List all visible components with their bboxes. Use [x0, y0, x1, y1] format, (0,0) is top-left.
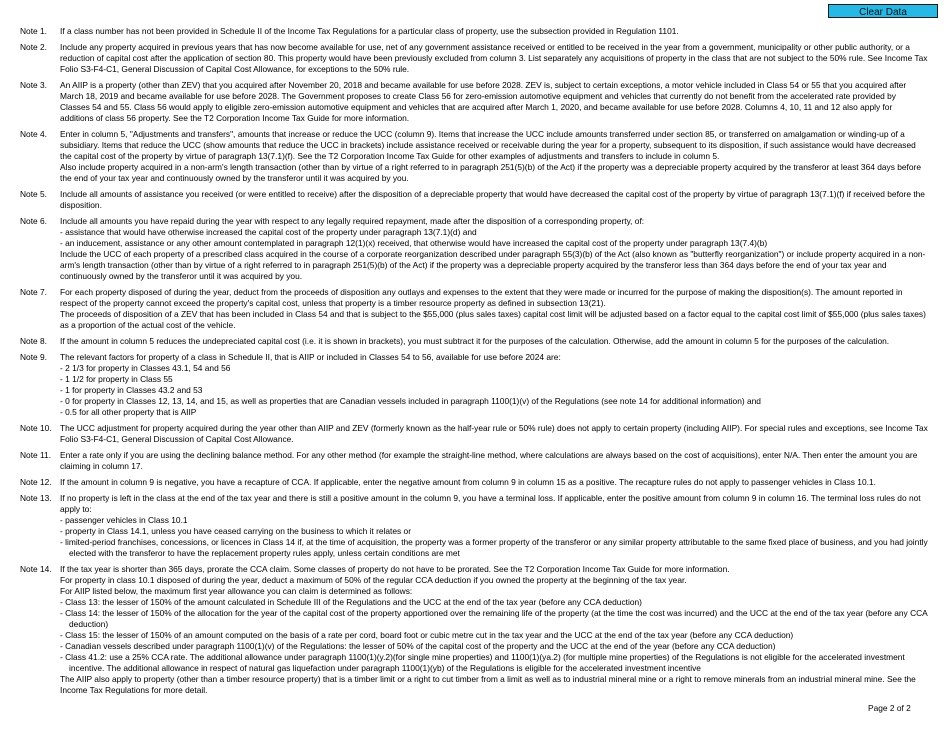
- note-text: Enter a rate only if you are using the declining balance method. For any other method (for example the straight-line method, where calculations are always based on the cost of acquisitions), enter N/A. Then enter the amount you are claiming in column 17.: [60, 450, 918, 471]
- note-item: [20, 26, 928, 37]
- note-bullet: - assistance that would have otherwise increased the capital cost of the property under paragraph 13(7.1)(d) and: [60, 227, 477, 237]
- note-body: [60, 189, 928, 211]
- note-text: Enter in column 5, "Adjustments and transfers", amounts that increase or reduce the UCC (column 9). Items that increase the UCC include amounts transferred under section 85, or transferred on amalgamation or winding-up of a subsidiary. Items that reduce the UCC (show amounts that reduce the UCC in brackets) include assistance received or receivable during the year for a property, subsequent to its disposition, if such assistance would have decreased the capital cost of the property by virtue of paragraph 13(7.1)(f). See the T2 Corporation Income Tax Guide for other examples of adjustments and transfers to include in column 5.: [60, 129, 916, 161]
- note-bullet: - limited-period franchises, concessions, or licences in Class 14 if, at the time of acquisition, the property was a former property of the transferor or any similar property attributable to the same fixed place of business, and you had jointly elected with the transferor to have the replacement property rules apply, unless certain conditions are met: [60, 537, 928, 558]
- note-number: Note 5.: [20, 189, 48, 199]
- note-item: [20, 129, 928, 184]
- note-number: Note 14.: [20, 564, 52, 574]
- note-bullet: - passenger vehicles in Class 10.1: [60, 515, 188, 525]
- note-text: For AIIP listed below, the maximum first year allowance you can claim is determined as follows:: [60, 586, 413, 596]
- note-bullet: - Class 15: the lesser of 150% of an amount computed on the basis of a rate per cord, board foot or cubic metre cut in the tax year and the UCC at the end of the tax year (before any CCA deduction): [60, 630, 794, 640]
- note-text: If no property is left in the class at the end of the tax year and there is still a positive amount in the column 9, you have a terminal loss. If applicable, enter the positive amount from column 9 in column 16. The terminal loss rules do not apply to:: [60, 493, 921, 514]
- note-item: [20, 216, 928, 282]
- note-text: Include all amounts of assistance you received (or were entitled to receive) after the disposition of a depreciable property that would have decreased the capital cost of the property by virtue of paragraph 13(7.1)(f) if received before the disposition.: [60, 189, 925, 210]
- note-item: [20, 189, 928, 211]
- note-body: [60, 42, 928, 75]
- note-item: [20, 477, 928, 488]
- note-text: The relevant factors for property of a class in Schedule II, that is AIIP or included in Classes 54 to 56, available for use before 2024 are:: [60, 352, 561, 362]
- note-text: Also include property acquired in a non-arm's length transaction (other than by virtue of a right referred to in paragraph 251(5)(b) of the Act) if the property was a depreciable property acquired by the transferor at least 364 days before the end of your tax year and continuously owned by the transferor until it was acquired by you.: [60, 162, 921, 183]
- note-number: Note 9.: [20, 352, 48, 362]
- note-bullet: - 2 1/3 for property in Classes 43.1, 54 and 56: [60, 363, 231, 373]
- note-body: [60, 26, 928, 37]
- note-bullet: - 0.5 for all other property that is AIIP: [60, 407, 197, 417]
- note-item: [20, 80, 928, 124]
- note-body: [60, 564, 928, 696]
- note-item: [20, 423, 928, 445]
- note-body: [60, 493, 928, 559]
- note-text: For property in class 10.1 disposed of during the year, deduct a maximum of 50% of the regular CCA deduction if you owned the property at the beginning of the tax year.: [60, 575, 687, 585]
- note-number: Note 7.: [20, 287, 48, 297]
- note-body: [60, 450, 928, 472]
- note-number: Note 13.: [20, 493, 52, 503]
- note-text: Include any property acquired in previous years that has now become available for use, net of any government assistance received or entitled to be received in the year from a government, municipality or other public authority, or a reduction of capital cost after the application of section 80. This property would have been previously excluded from column 3. List separately any acquisitions of property in the class that are not subject to the 50% rule. See Income Tax Folio S3-F4-C1, General Discussion of Capital Cost Allowance, for exceptions to the 50% rule.: [60, 42, 928, 74]
- note-text: The proceeds of disposition of a ZEV that has been included in Class 54 and that is subject to the $55,000 (plus sales taxes) capital cost limit will be adjusted based on a factor equal to the capital cost limit of $55,000 (plus sales taxes) as a proportion of the actual cost of the vehicle.: [60, 309, 926, 330]
- note-number: Note 12.: [20, 477, 52, 487]
- note-bullet: - an inducement, assistance or any other amount contemplated in paragraph 12(1)(x) received, that otherwise would have increased the capital cost of the property under paragraph 13(7.4)(b): [60, 238, 768, 248]
- note-body: [60, 129, 928, 184]
- note-body: [60, 477, 928, 488]
- notes-list: [20, 26, 928, 701]
- note-bullet: - property in Class 14.1, unless you have ceased carrying on the business to which it relates or: [60, 526, 412, 536]
- note-text: If a class number has not been provided in Schedule II of the Income Tax Regulations for a particular class of property, use the subsection provided in Regulation 1101.: [60, 26, 679, 36]
- note-item: [20, 450, 928, 472]
- note-text: For each property disposed of during the year, deduct from the proceeds of disposition any outlays and expenses to the extent that they were made or incurred for the purpose of making the disposition(s). The amount reported in respect of the property cannot exceed the property's capital cost, unless that property is a timber resource property as defined in subsection 13(21).: [60, 287, 903, 308]
- note-number: Note 4.: [20, 129, 48, 139]
- note-body: [60, 216, 928, 282]
- note-text: The AIIP also apply to property (other than a timber resource property) that is a timber limit or a right to cut timber from a limit as well as to industrial mineral mine or a right to remove minerals from an industrial mineral mine. See the Income Tax Regulations for more detail.: [60, 674, 916, 695]
- note-bullet: - Canadian vessels described under paragraph 1100(1)(v) of the Regulations: the lesser of 50% of the capital cost of the property and the UCC at the end of the year (before any CCA deduction): [60, 641, 776, 651]
- page-number: Page 2 of 2: [868, 703, 911, 713]
- note-body: [60, 423, 928, 445]
- note-item: [20, 564, 928, 696]
- note-text: Include all amounts you have repaid during the year with respect to any legally required repayment, made after the disposition of a corresponding property, of:: [60, 216, 645, 226]
- note-bullet: - 1 1/2 for property in Class 55: [60, 374, 173, 384]
- note-bullet: - Class 41.2: use a 25% CCA rate. The additional allowance under paragraph 1100(1)(y.2)(for single mine properties) and 1100(1)(ya.2) (for multiple mine properties) of the Regulations is not eligible for the accelerated investment incentive. The additional allowance in respect of natural gas liquefaction under paragraph 1100(1)(yb) of the Regulations is eligible for the accelerated investment incentive: [60, 652, 905, 673]
- note-bullet: - Class 13: the lesser of 150% of the amount calculated in Schedule III of the Regulations and the UCC at the end of the tax year (before any CCA deduction): [60, 597, 642, 607]
- note-body: [60, 352, 928, 418]
- note-item: [20, 352, 928, 418]
- note-number: Note 6.: [20, 216, 48, 226]
- note-item: [20, 336, 928, 347]
- note-number: Note 3.: [20, 80, 48, 90]
- note-text: Include the UCC of each property of a prescribed class acquired in the course of a corporate reorganization described under paragraph 55(3)(b) of the Act (also known as "butterfly reorganization") or include property acquired in a non-arm's length transaction (other than by virtue of a right referred to in paragraph 251(5)(b) of the Act) if the property was a depreciable property acquired by the transferor less than 364 days before the end of your tax year and continuously owned by the transferor until it was acquired by you.: [60, 249, 926, 281]
- note-number: Note 8.: [20, 336, 48, 346]
- note-bullet: - 1 for property in Classes 43.2 and 53: [60, 385, 203, 395]
- note-number: Note 2.: [20, 42, 48, 52]
- clear-data-button[interactable]: Clear Data: [828, 4, 938, 18]
- note-item: [20, 287, 928, 331]
- note-bullet: - 0 for property in Classes 12, 13, 14, and 15, as well as properties that are Canadian vessels included in paragraph 1100(1)(v) of the Regulations (see note 14 for additional information) and: [60, 396, 761, 406]
- note-bullet: - Class 14: the lesser of 150% of the allocation for the year of the capital cost of the property apportioned over the remaining life of the property (at the time the cost was incurred) and the UCC at the end of the tax year (before any CCA deduction): [60, 608, 928, 629]
- note-body: [60, 336, 928, 347]
- note-number: Note 10.: [20, 423, 52, 433]
- note-body: [60, 287, 928, 331]
- note-item: [20, 493, 928, 559]
- note-number: Note 11.: [20, 450, 52, 460]
- note-number: Note 1.: [20, 26, 48, 36]
- note-text: If the tax year is shorter than 365 days, prorate the CCA claim. Some classes of property do not have to be prorated. See the T2 Corporation Income Tax Guide for more information.: [60, 564, 730, 574]
- note-text: If the amount in column 5 reduces the undepreciated capital cost (i.e. it is shown in brackets), you must subtract it for the purposes of the calculation. Otherwise, add the amount in column 5 for the purposes of the calculation.: [60, 336, 890, 346]
- note-text: An AIIP is a property (other than ZEV) that you acquired after November 20, 2018 and became available for use before 2028. ZEV is, subject to certain exceptions, a motor vehicle included in Class 54 or 55 that you acquired after March 18, 2019 and became available for use before 2028. The Government proposes to create Class 56 for zero-emission automotive equipment and vehicles that currently do not benefit from the accelerated rate provided by Classes 54 and 55. Class 56 would apply to eligible zero-emission automotive equipment and vehicles that are acquired after March 1, 2020, and became available for use before 2028. Columns 4, 10, 11 and 12 also apply for additions of class 56 property. See the T2 Corporation Income Tax Guide for more information.: [60, 80, 907, 123]
- note-body: [60, 80, 928, 124]
- note-text: If the amount in column 9 is negative, you have a recapture of CCA. If applicable, enter the negative amount from column 9 in column 15 as a positive. The recapture rules do not apply to passenger vehicles in Class 10.1.: [60, 477, 876, 487]
- note-text: The UCC adjustment for property acquired during the year other than AIIP and ZEV (formerly known as the half-year rule or 50% rule) does not apply to certain property (including AIIP). For special rules and exceptions, see Income Tax Folio S3-F4-C1, General Discussion of Capital Cost Allowance.: [60, 423, 928, 444]
- note-item: [20, 42, 928, 75]
